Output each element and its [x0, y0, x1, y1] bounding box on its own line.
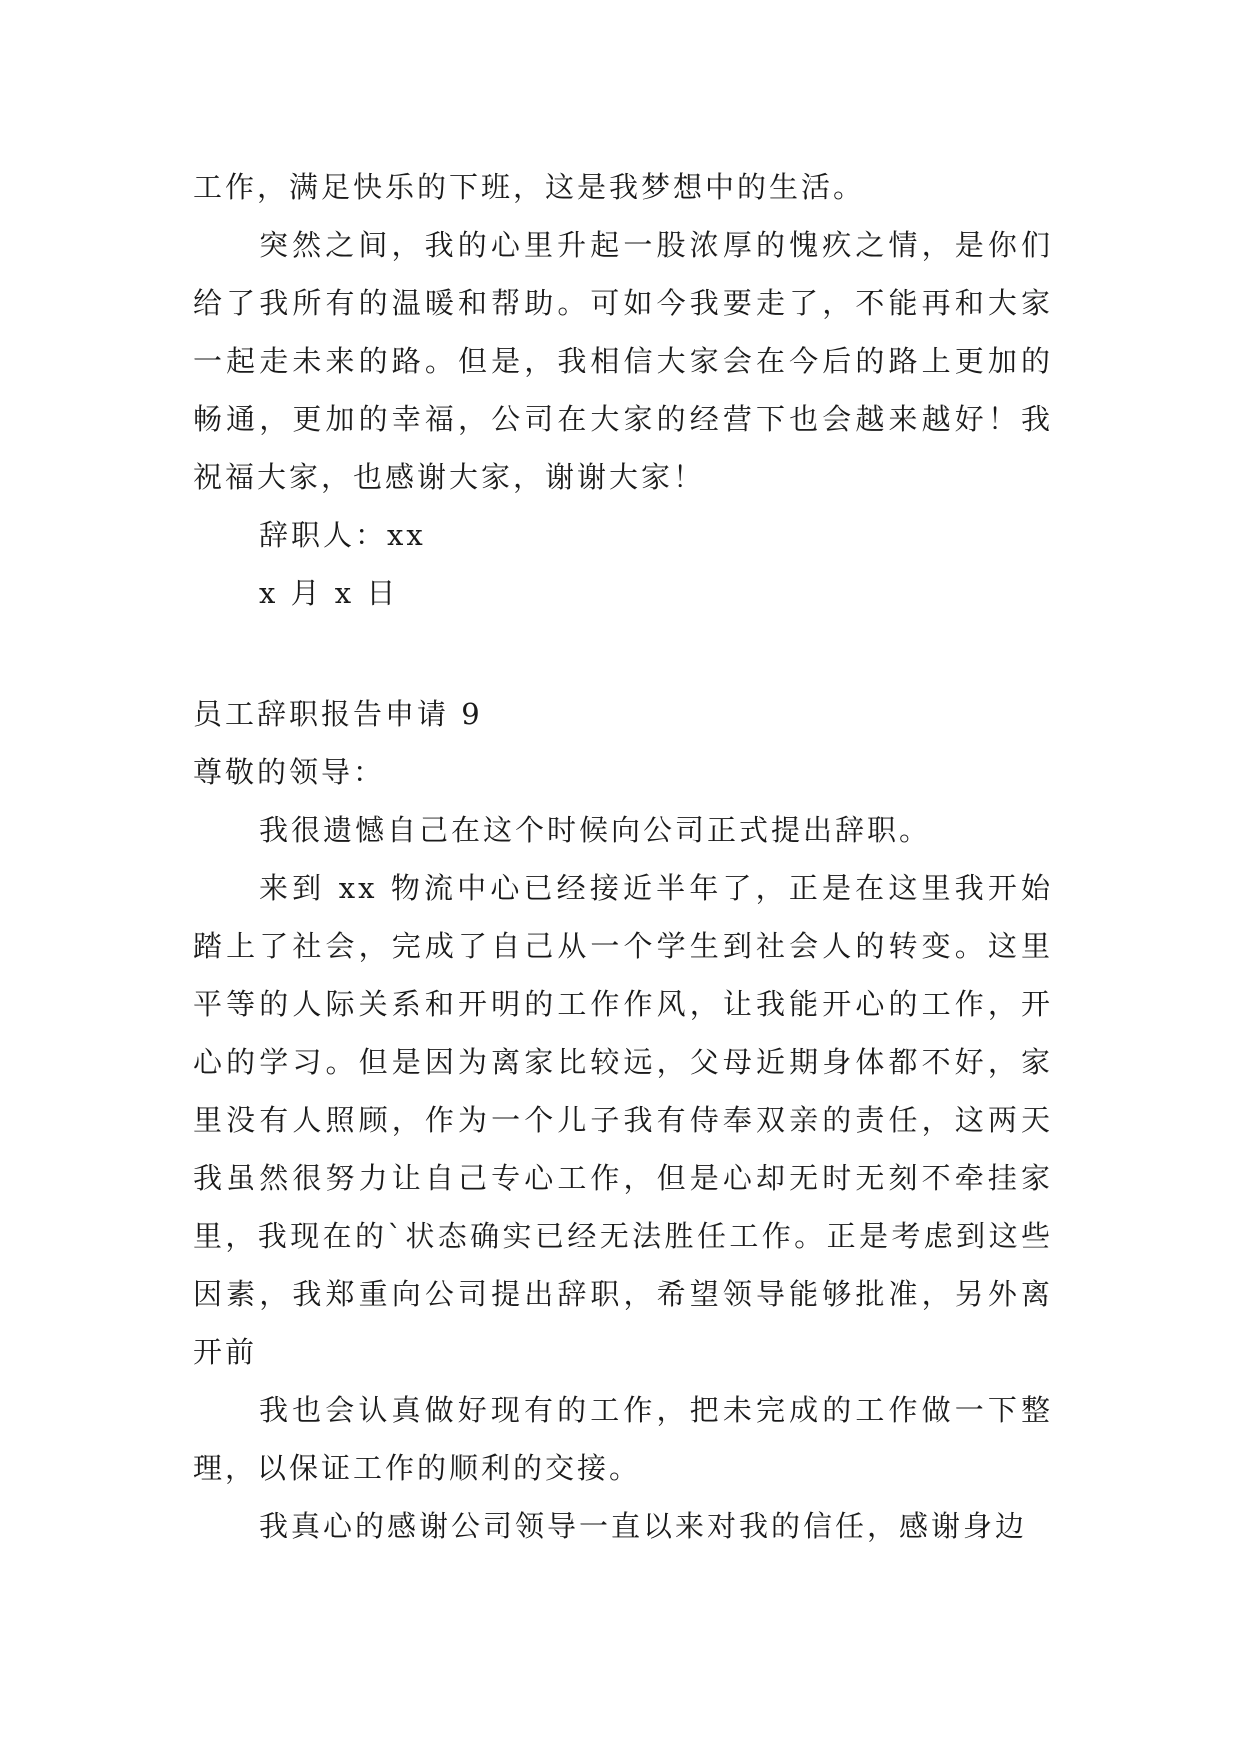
section-title: 员工辞职报告申请 9: [193, 697, 483, 731]
paragraph: 我真心的感谢公司领导一直以来对我的信任，感谢身边: [259, 1509, 1028, 1543]
paragraph: 来到 xx 物流中心已经接近半年了，正是在这里我开始踏上了社会，完成了自己从一个学生到社会人的转变。这里平等的人际关系和开明的工作作风，让我能开心的工作，开心的学习。但是因为离家比较远，父母近期身体都不好，家里没有人照顾，作为一个儿子我有侍奉双亲的责任，这两天我虽然很努力让自己专心工作，但是心却无时无刻不牵挂家里，我现在的`状态确实已经无法胜任工作。正是考虑到这些因素，我郑重向公司提出辞职，希望领导能够批准，另外离开前: [193, 871, 1053, 1369]
signature: 辞职人：xx: [259, 518, 426, 552]
paragraph: 我很遗憾自己在这个时候向公司正式提出辞职。: [259, 813, 932, 847]
salutation: 尊敬的领导：: [193, 755, 386, 789]
paragraph-closing: 突然之间，我的心里升起一股浓厚的愧疚之情，是你们给了我所有的温暖和帮助。可如今我要走了，不能再和大家一起走未来的路。但是，我相信大家会在今后的路上更加的畅通，更加的幸福，公司在大家的经营下也会越来越好！我祝福大家，也感谢大家，谢谢大家！: [193, 228, 1053, 494]
letter-9: [193, 685, 1053, 1555]
date: x 月 x 日: [259, 576, 399, 610]
previous-letter: [193, 158, 1053, 622]
paragraph: 我也会认真做好现有的工作，把未完成的工作做一下整理，以保证工作的顺利的交接。: [193, 1393, 1053, 1485]
paragraph-fragment: 工作，满足快乐的下班，这是我梦想中的生活。: [193, 170, 866, 204]
